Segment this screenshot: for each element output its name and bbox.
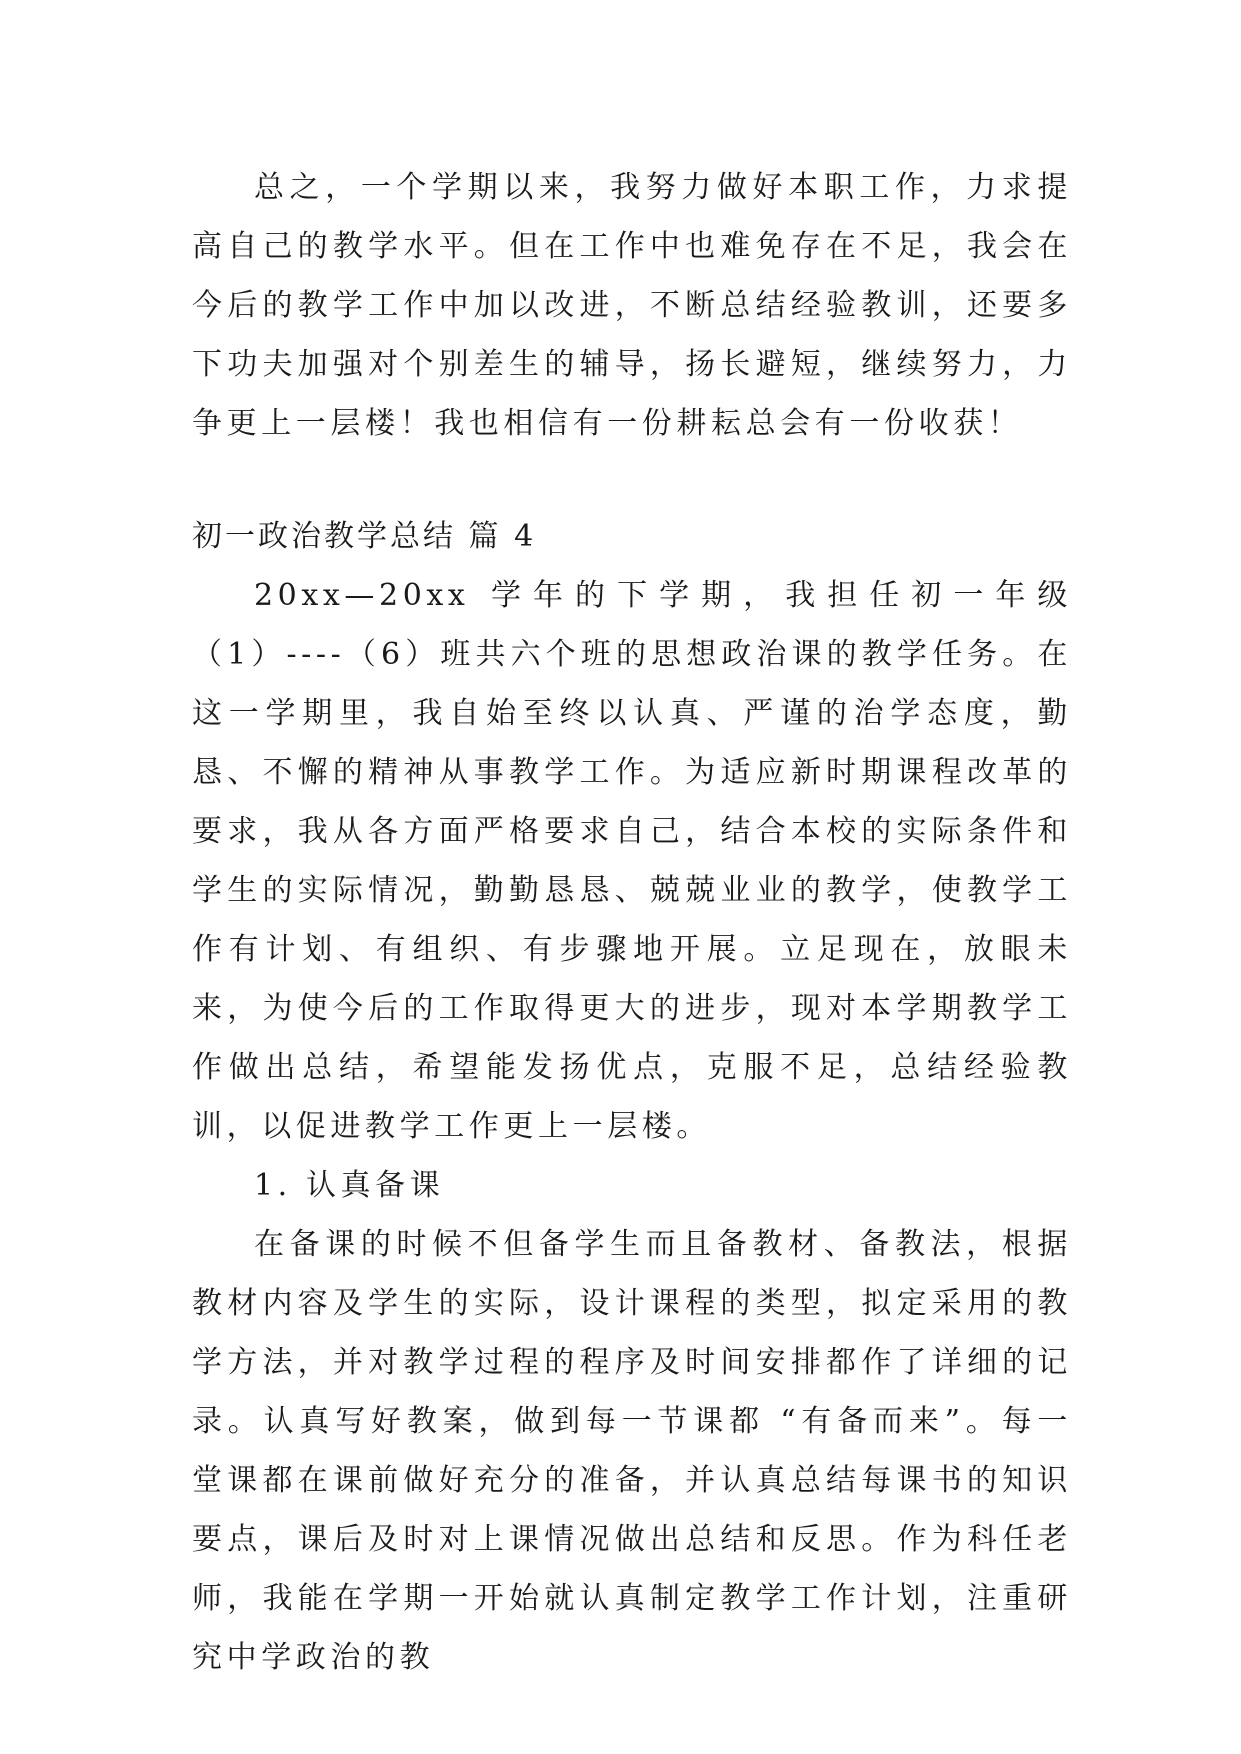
section-heading: 初一政治教学总结 篇 4 [192, 519, 537, 554]
document-body [192, 158, 1072, 1687]
subsection-heading: 1. 认真备课 [254, 1168, 445, 1203]
paragraph-intro: 20xx—20xx 学年的下学期，我担任初一年级（1）----（6）班共六个班的思想政治课的教学任务。在这一学期里，我自始至终以认真、严谨的治学态度，勤恳、不懈的精神从事教学工作。为适应新时期课程改革的要求，我从各方面严格要求自己，结合本校的实际条件和学生的实际情况，勤勤恳恳、兢兢业业的教学，使教学工作有计划、有组织、有步骤地开展。立足现在，放眼未来，为使今后的工作取得更大的进步，现对本学期教学工作做出总结，希望能发扬优点，克服不足，总结经验教训，以促进教学工作更上一层楼。 [192, 578, 1072, 1144]
paragraph-lesson-prep: 在备课的时候不但备学生而且备教材、备教法，根据教材内容及学生的实际，设计课程的类型，拟定采用的教学方法，并对教学过程的程序及时间安排都作了详细的记录。认真写好教案，做到每一节课都 “有备而来”。每一堂课都在课前做好充分的准备，并认真总结每课书的知识要点，课后及时对上课情况做出总结和反思。作为科任老师，我能在学期一开始就认真制定教学工作计划，注重研究中学政治的教 [192, 1227, 1072, 1675]
paragraph-conclusion: 总之，一个学期以来，我努力做好本职工作，力求提高自己的教学水平。但在工作中也难免存在不足，我会在今后的教学工作中加以改进，不断总结经验教训，还要多下功夫加强对个别差生的辅导，扬长避短，继续努力，力争更上一层楼！我也相信有一份耕耘总会有一份收获！ [192, 170, 1072, 441]
